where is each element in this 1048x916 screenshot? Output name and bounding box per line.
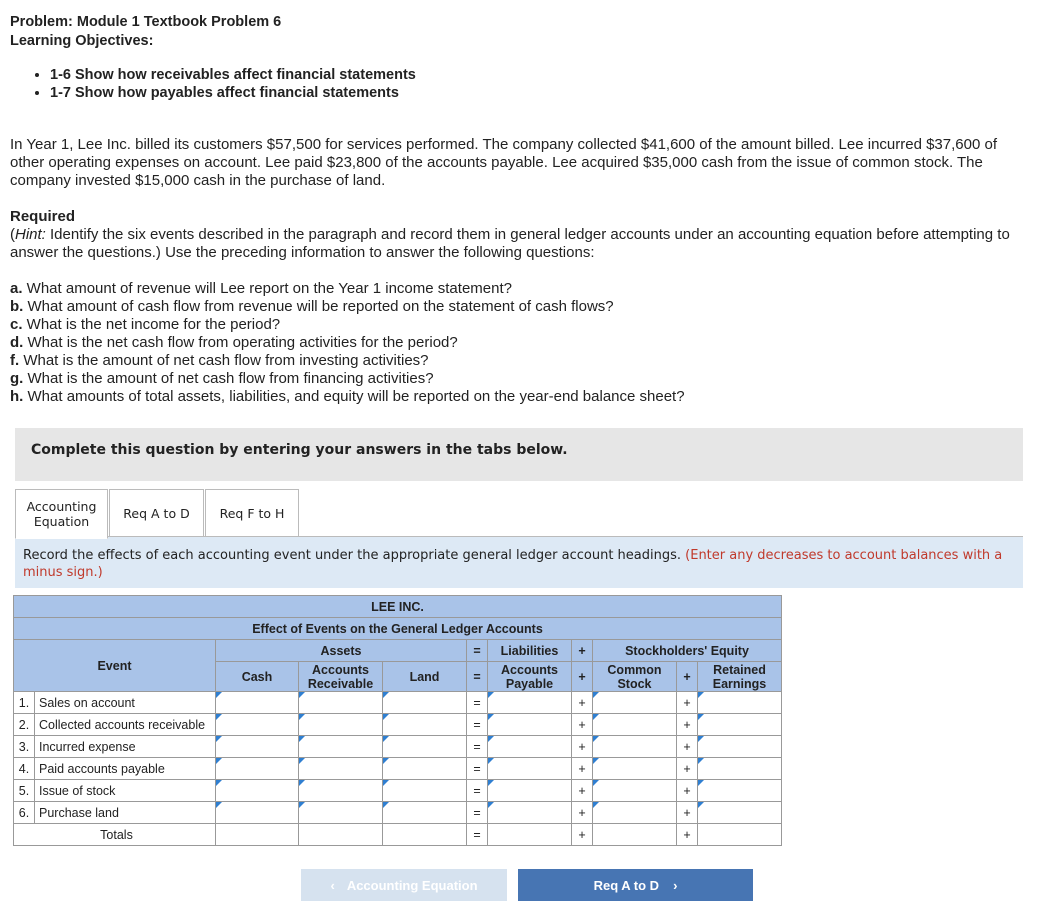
ar-header: Accounts Receivable [299,662,383,692]
input-flag [488,736,494,742]
event-number: 5. [14,780,35,802]
event-label: Sales on account [35,692,216,714]
hint-label: Hint: [15,226,46,243]
event-label: Purchase land [35,802,216,824]
land-input-cell [383,780,467,802]
retained-earnings-total [698,824,782,846]
plus-sign: + [677,802,698,824]
chevron-right-icon: › [673,877,678,893]
ap-header: Accounts Payable [488,662,572,692]
prev-button [301,869,507,901]
instruction-banner [15,428,1023,481]
land-input[interactable] [383,714,466,735]
plus-sign: + [572,714,593,736]
required-section [10,208,1010,262]
table-row [14,692,782,714]
input-flag [383,714,389,720]
retained-earnings-input[interactable] [698,758,781,779]
chevron-left-icon: ‹ [330,877,335,893]
liabilities-header: Liabilities [488,640,572,662]
instruction-note: (Enter any decreases to account balances with a minus sign.) [23,548,1003,580]
input-flag [593,714,599,720]
land-input[interactable] [383,780,466,801]
land-input-cell [383,758,467,780]
land-header: Land [383,662,467,692]
ap-input-cell [488,692,572,714]
ar-input-cell [299,758,383,780]
question-item: g. What is the amount of net cash flow from financing activities? [10,370,434,387]
tab-label: Req F to H [219,505,285,521]
land-input[interactable] [383,758,466,779]
event-label: Paid accounts payable [35,758,216,780]
common-stock-input-cell [593,692,677,714]
problem-paragraph: In Year 1, Lee Inc. billed its customers $57,500 for services performed. The company collected $41,600 of the amount billed. Lee incurred $37,600 of other operating expenses on account. Lee paid $23,800 of the accounts payable. Lee acquired $35,000 cash from the issue of common stock. The company invested $15,000 cash in the purchase of land. [10,136,997,189]
common-stock-input[interactable] [593,802,676,823]
problem-header [10,13,281,51]
common-stock-input[interactable] [593,714,676,735]
retained-earnings-input[interactable] [698,736,781,757]
company-row [14,596,782,618]
plus-sign: + [677,736,698,758]
ar-input[interactable] [299,758,382,779]
input-flag [216,714,222,720]
event-label: Incurred expense [35,736,216,758]
objectives-list [30,66,416,102]
input-flag [383,780,389,786]
ap-input[interactable] [488,780,571,801]
totals-label: Totals [14,824,216,846]
equals-sign: = [467,714,488,736]
equals-sign: = [467,758,488,780]
question-item: f. What is the amount of net cash flow from investing activities? [10,352,429,369]
land-total [383,824,467,846]
land-input-cell [383,714,467,736]
ap-input-cell [488,714,572,736]
plus-sign: + [677,758,698,780]
plus-sign: + [572,640,593,662]
required-label: Required [10,208,76,225]
ar-input-cell [299,802,383,824]
assets-header: Assets [216,640,467,662]
cash-input-cell [216,758,299,780]
tab-req-f-to-h[interactable] [205,489,299,537]
common-stock-input[interactable] [593,758,676,779]
tab-label: Equation [33,514,90,529]
input-flag [593,736,599,742]
retained-earnings-input[interactable] [698,802,781,823]
common-stock-input[interactable] [593,780,676,801]
questions-list [10,280,1010,406]
ap-input[interactable] [488,692,571,713]
common-stock-input-cell [593,758,677,780]
plus-sign: + [677,714,698,736]
input-flag [698,802,704,808]
subtitle-row [14,618,782,640]
input-flag [299,758,305,764]
plus-sign: + [677,662,698,692]
input-flag [216,758,222,764]
group-header-row [14,640,782,662]
plus-sign: + [677,780,698,802]
ar-input[interactable] [299,714,382,735]
cash-input[interactable] [216,736,298,757]
plus-sign: + [572,824,593,846]
ap-input-cell [488,736,572,758]
ar-input-cell [299,692,383,714]
input-flag [383,802,389,808]
event-label: Collected accounts receivable [35,714,216,736]
cash-input[interactable] [216,780,298,801]
common-stock-input-cell [593,714,677,736]
common-stock-input[interactable] [593,692,676,713]
input-flag [488,692,494,698]
input-flag [216,802,222,808]
ap-input[interactable] [488,714,571,735]
input-flag [593,802,599,808]
ap-total [488,824,572,846]
retained-earnings-input-cell [698,802,782,824]
equity-header: Stockholders' Equity [593,640,782,662]
event-number: 1. [14,692,35,714]
retained-earnings-input[interactable] [698,692,781,713]
input-flag [299,692,305,698]
land-input-cell [383,692,467,714]
cash-input-cell [216,736,299,758]
land-input[interactable] [383,736,466,757]
plus-sign: + [677,824,698,846]
plus-sign: + [572,758,593,780]
tab-req-a-to-d[interactable] [109,489,204,537]
ar-input[interactable] [299,692,382,713]
table-subtitle: Effect of Events on the General Ledger Accounts [14,618,782,640]
equals-sign: = [467,662,488,692]
table-row [14,758,782,780]
ar-input[interactable] [299,802,382,823]
question-item: h. What amounts of total assets, liabilities, and equity will be reported on the year-end balance sheet? [10,388,685,405]
common-stock-input-cell [593,780,677,802]
retained-earnings-input[interactable] [698,714,781,735]
input-flag [488,802,494,808]
input-flag [383,692,389,698]
ar-total [299,824,383,846]
event-number: 6. [14,802,35,824]
common-stock-input-cell [593,802,677,824]
cash-input-cell [216,802,299,824]
ap-input-cell [488,780,572,802]
input-flag [216,780,222,786]
common-stock-header: Common Stock [593,662,677,692]
tab-accounting-equation[interactable] [15,489,108,539]
input-flag [488,780,494,786]
land-input[interactable] [383,692,466,713]
plus-sign: + [572,692,593,714]
equals-sign: = [467,692,488,714]
table-row [14,780,782,802]
ap-input[interactable] [488,758,571,779]
plus-sign: + [572,802,593,824]
input-flag [299,736,305,742]
input-flag [593,758,599,764]
input-flag [299,714,305,720]
cash-input[interactable] [216,692,298,713]
cash-input-cell [216,780,299,802]
equals-sign: = [467,780,488,802]
ap-input-cell [488,802,572,824]
objective-item: • 1-7 Show how payables affect financial statements [50,84,416,102]
equals-sign: = [467,802,488,824]
event-number: 4. [14,758,35,780]
ar-input-cell [299,736,383,758]
table-row [14,802,782,824]
plus-sign: + [677,692,698,714]
common-stock-input-cell [593,736,677,758]
cash-input[interactable] [216,758,298,779]
problem-title: Problem: Module 1 Textbook Problem 6 [10,14,282,30]
next-button-label: Req A to D [593,877,660,893]
event-number: 3. [14,736,35,758]
ap-input-cell [488,758,572,780]
ar-input-cell [299,780,383,802]
input-flag [488,714,494,720]
ledger-table [13,595,782,846]
company-name: LEE INC. [14,596,782,618]
retained-earnings-input-cell [698,692,782,714]
cash-input-cell [216,692,299,714]
event-number: 2. [14,714,35,736]
land-input-cell [383,736,467,758]
cash-input[interactable] [216,802,298,823]
ar-input[interactable] [299,780,382,801]
cash-header: Cash [216,662,299,692]
ap-input[interactable] [488,736,571,757]
equals-sign: = [467,824,488,846]
cash-input[interactable] [216,714,298,735]
common-stock-total [593,824,677,846]
plus-sign: + [572,736,593,758]
input-flag [698,714,704,720]
retained-earnings-input[interactable] [698,780,781,801]
input-flag [216,736,222,742]
land-input[interactable] [383,802,466,823]
plus-sign: + [572,780,593,802]
retained-earnings-input-cell [698,780,782,802]
prev-button-label: Accounting Equation [346,877,478,893]
hint-text: Identify the six events described in the paragraph and record them in general ledger accounts under an accounting equation before attempting to answer the questions.) Use the preceding information to answer the following questions: [10,226,1010,261]
question-item: c. What is the net income for the period? [10,316,281,333]
input-flag [488,758,494,764]
ar-input-cell [299,714,383,736]
cash-input-cell [216,714,299,736]
event-header: Event [14,640,216,692]
event-label: Issue of stock [35,780,216,802]
tab-label: Accounting [26,499,97,514]
input-flag [698,758,704,764]
cash-total [216,824,299,846]
next-button[interactable] [518,869,753,901]
totals-row [14,824,782,846]
question-item: b. What amount of cash flow from revenue will be reported on the statement of cash flows? [10,298,614,315]
ap-input[interactable] [488,802,571,823]
common-stock-input[interactable] [593,736,676,757]
retained-earnings-input-cell [698,714,782,736]
record-instruction [15,537,1023,588]
retained-earnings-input-cell [698,736,782,758]
land-input-cell [383,802,467,824]
retained-earnings-header: Retained Earnings [698,662,782,692]
banner-text: Complete this question by entering your answers in the tabs below. [31,442,568,458]
input-flag [698,692,704,698]
tab-label: Req A to D [123,505,190,521]
objective-item: • 1-6 Show how receivables affect financial statements [50,66,416,84]
input-flag [593,692,599,698]
equals-sign: = [467,736,488,758]
input-flag [299,780,305,786]
table-row [14,736,782,758]
input-flag [698,780,704,786]
ar-input[interactable] [299,736,382,757]
input-flag [593,780,599,786]
question-item: a. What amount of revenue will Lee report on the Year 1 income statement? [10,280,512,297]
retained-earnings-input-cell [698,758,782,780]
hint-open: ( [10,226,15,243]
input-flag [383,736,389,742]
plus-sign: + [572,662,593,692]
instruction-text: Record the effects of each accounting event under the appropriate general ledger account headings. [23,548,686,563]
input-flag [698,736,704,742]
input-flag [216,692,222,698]
equals-sign: = [467,640,488,662]
table-row [14,714,782,736]
objectives-label: Learning Objectives: [10,33,154,49]
question-item: d. What is the net cash flow from operating activities for the period? [10,334,458,351]
input-flag [383,758,389,764]
input-flag [299,802,305,808]
